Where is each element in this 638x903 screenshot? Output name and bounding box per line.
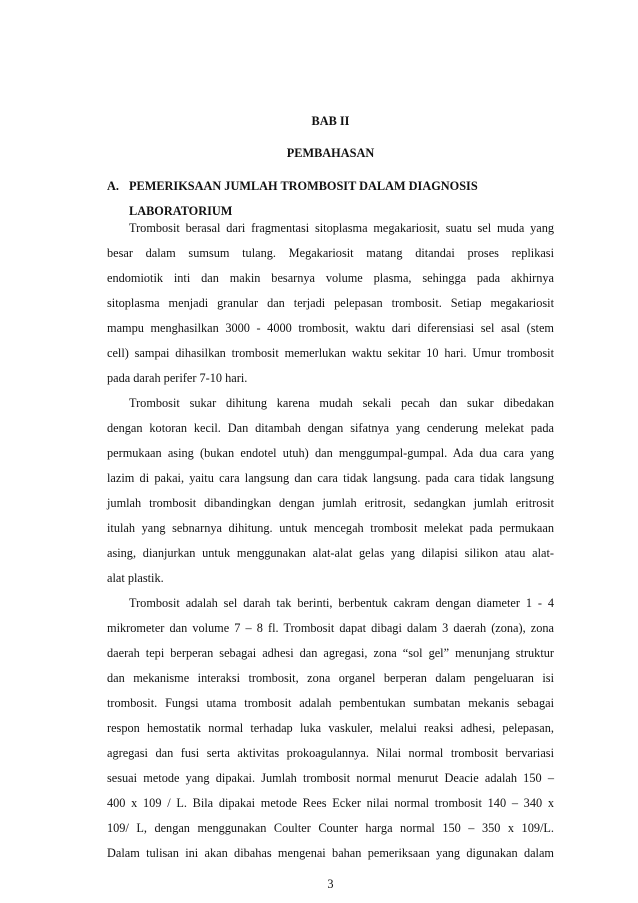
paragraph-line: alat plastik. <box>107 571 164 585</box>
chapter-number: BAB II <box>311 114 350 128</box>
paragraph-line: jumlah trombosit dibandingkan dengan jumlah eritrosit, sedangkan jumlah eritrosit <box>107 496 554 510</box>
paragraph-line: respon hemostatik normal terhadap luka vaskuler, melalui reaksi adhesi, pelepasan, <box>107 721 554 735</box>
section-letter: A. <box>107 179 119 193</box>
paragraph-line: daerah tepi berperan sebagai adhesi dan agregasi, zona “sol gel” menunjang struktur <box>107 646 554 660</box>
paragraph-line: dengan kotoran kecil. Dan ditambah dengan sifatnya yang cenderung melekat pada <box>107 421 554 435</box>
paragraph-line: itulah yang sebnarnya dihitung. untuk mencegah trombosit melekat pada permukaan <box>107 521 554 535</box>
paragraph-line: dan mekanisme interaksi trombosit, zona organel berperan dalam pengeluaran isi <box>107 671 554 685</box>
paragraph-line: cell) sampai dihasilkan trombosit memerlukan waktu sekitar 10 hari. Umur trombosit <box>107 346 554 360</box>
paragraph-line: agregasi dan fusi serta aktivitas prokoagulannya. Nilai normal trombosit bervariasi <box>107 746 554 760</box>
paragraph-line: Trombosit berasal dari fragmentasi sitoplasma megakariosit, suatu sel muda yang <box>129 221 554 235</box>
paragraph-line: pada darah perifer 7-10 hari. <box>107 371 248 385</box>
section-heading-line2: LABORATORIUM <box>129 204 233 218</box>
section-heading-line1: PEMERIKSAAN JUMLAH TROMBOSIT DALAM DIAGNOSIS <box>129 179 478 193</box>
paragraph-line: sesuai metode yang dipakai. Jumlah trombosit normal menurut Deacie adalah 150 – <box>107 771 554 785</box>
paragraph-line: trombosit. Fungsi utama trombosit adalah pembentukan sumbatan mekanis sebagai <box>107 696 554 710</box>
paragraph-line: Trombosit adalah sel darah tak berinti, berbentuk cakram dengan diameter 1 - 4 <box>129 596 554 610</box>
paragraph-line: Dalam tulisan ini akan dibahas mengenai bahan pemeriksaan yang digunakan dalam <box>107 846 554 860</box>
page-number: 3 <box>327 877 334 891</box>
paragraph-line: 400 x 109 / L. Bila dipakai metode Rees Ecker nilai normal trombosit 140 – 340 x <box>107 796 554 810</box>
paragraph-line: permukaan asing (bukan endotel utuh) dan menggumpal-gumpal. Ada dua cara yang <box>107 446 554 460</box>
paragraph-line: mampu menghasilkan 3000 - 4000 trombosit, waktu dari diferensiasi sel asal (stem <box>107 321 554 335</box>
paragraph-line: 109/ L, dengan menggunakan Coulter Counter harga normal 150 – 350 x 109/L. <box>107 821 554 835</box>
paragraph-line: lazim di pakai, yaitu cara langsung dan cara tidak langsung. pada cara tidak langsung <box>107 471 554 485</box>
paragraph-line: Trombosit sukar dihitung karena mudah sekali pecah dan sukar dibedakan <box>129 396 554 410</box>
chapter-title: PEMBAHASAN <box>286 146 375 160</box>
paragraph-line: mikrometer dan volume 7 – 8 fl. Trombosit dapat dibagi dalam 3 daerah (zona), zona <box>107 621 554 635</box>
paragraph-line: sitoplasma menjadi granular dan terjadi pelepasan trombosit. Setiap megakariosit <box>107 296 554 310</box>
paragraph-line: endomiotik inti dan makin besarnya volume plasma, sehingga pada akhirnya <box>107 271 554 285</box>
paragraph-line: asing, dianjurkan untuk menggunakan alat-alat gelas yang dilapisi silikon atau alat- <box>107 546 554 560</box>
paragraph-line: besar dalam sumsum tulang. Megakariosit matang ditandai proses replikasi <box>107 246 554 260</box>
